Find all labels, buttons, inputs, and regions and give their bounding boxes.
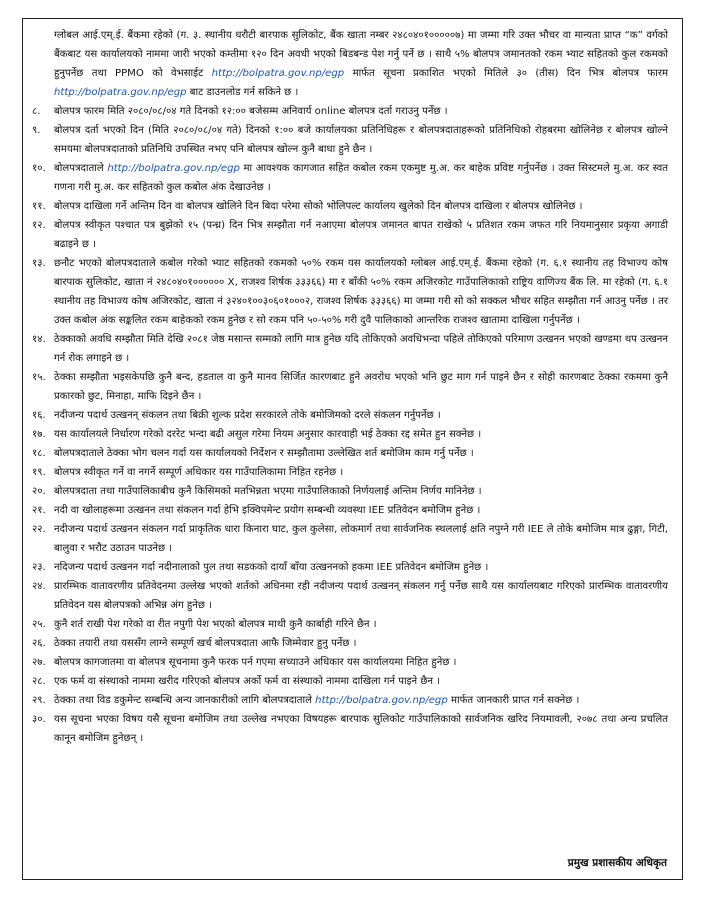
clause-item [32,406,668,425]
clause-item [32,197,668,216]
intro-text-2: मार्फत सूचना प्रकाशित भएको मितिले ३० (तीस) दिन भित्र बोलपत्र फारम [344,68,668,79]
clause-text: बोलपत्रदाता तथा गाउँपालिकाबीच कुनै किसिमको मतभिन्नता भएमा गाउँपालिकाको निर्णयलाई अन्तिम निर्णय मानिनेछ । [54,486,482,497]
clause-number: २८. [32,676,46,687]
clause-item [32,159,668,197]
clause-item [32,216,668,254]
clause-number: ९. [32,125,41,136]
clause-number: १८. [32,448,46,459]
clause-number: २१. [32,505,46,516]
clause-item [32,425,668,444]
clause-item [32,254,668,330]
clause-text: ठेक्का तयारी तथा यससँग लाग्ने सम्पूर्ण खर्च बोलपत्रदाता आफै जिम्मेवार हुनु पर्नेछ । [54,638,357,649]
clause-text: बोलपत्र कागजातमा वा बोलपत्र सूचनामा कुनै फरक पर्न गएमा सच्याउने अधिकार यस कार्यालयमा निहित हुनेछ । [54,657,457,668]
clause-text: बोलपत्र दर्ता भएको दिन (मिति २०८०/०८/०४ गते) दिनको १:०० बजे कार्यालयका प्रतिनिधिहरू र बोलपत्रदाताहरूको प्रतिनिधिको रोहबरमा खोलिनेछ र बोलपत्र खोल्ने समयमा बोलपत्रदाताको प्रतिनिधि उपस्थित नभए पनि बोलपत्र खोल्न कुनै बाधा हुने छैन । [54,125,668,155]
notice-body [32,26,668,748]
clause-item [32,634,668,653]
clause-text: कुनै शर्त राखी पेश गरेको वा रीत नपुगी पेश भएको बोलपत्र माथी कुनै कार्बाही गरिने छैन । [54,619,377,630]
clause-number: २०. [32,486,46,497]
clause-number: २९. [32,695,46,706]
egp-link-2[interactable]: http://bolpatra.gov.np/egp [54,87,187,98]
clause-text: बोलपत्र फारम मिति २०८०/०८/०४ गते दिनको १२:०० बजेसम्म अनिवार्य online बोलपत्र दर्ता गराउनु पर्नेछ । [54,106,448,117]
egp-link-1[interactable]: http://bolpatra.gov.np/egp [211,68,345,79]
clause-text: बोलपत्र स्वीकृत पश्चात पत्र बुझेको १५ (पन्ध्र) दिन भित्र सम्झौता गर्न नआएमा बोलपत्र जमानत बापत राखेको ५ प्रतिशत रकम जफत गरि नियमानुसार प्रकृया अगाडी बढाइने छ । [54,220,668,250]
clause-text: बोलपत्र दाखिला गर्ने अन्तिम दिन वा बोलपत्र खोलिने दिन बिदा परेमा सोको भोलिपल्ट कार्यालय खुलेको दिन बोलपत्र दाखिला र बोलपत्र खोलिनेछ । [54,201,583,212]
clause-item [32,368,668,406]
clause-text: नदीजन्य पदार्थ उत्खनन संकलन गर्दा प्राकृतिक धारा किनारा घाट, कुल कुलेसा, लोकमार्ग तथा सार्वजनिक स्थललाई क्षति नपुग्ने गरी IEE ले तोके बमोजिम मात्र ढुङ्गा, गिटी, बालुवा र भरौट उठाउन पाउनेछ । [54,524,668,554]
clause-number: १७. [32,429,46,440]
clause-text: नदीजन्य पदार्थ उत्खनन् संकलन तथा बिक्री शुल्क प्रदेश सरकारले तोके बमोजिमको दरले संकलन गर्नुपर्नेछ । [54,410,441,421]
clause-item [32,482,668,501]
clause-number: २४. [32,581,46,592]
clause-item [32,653,668,672]
clause-number: १०. [32,163,46,174]
clause-text-pre: बोलपत्रदाताले [54,163,108,174]
clause-text: नदी वा खोलाहरूमा उत्खनन तथा संकलन गर्दा हेभि इक्विपमेन्ट प्रयोग सम्बन्धी व्यवस्था IEE प्रतिवेदन बमोजिम हुनेछ । [54,505,481,516]
clause-number: ११. [32,201,46,212]
clause-number: १९. [32,467,46,478]
clause-number: १५. [32,372,46,383]
intro-paragraph [54,26,668,102]
clause-item [32,558,668,577]
clause-text: बोलपत्रदाताले ठेक्का भोग चलन गर्दा यस कार्यालयको निर्देशन र सम्झौतामा उल्लेखित शर्त बमोजिम काम गर्नु पर्नेछ । [54,448,474,459]
clause-item [32,710,668,748]
clause-item [32,501,668,520]
clause-number: २५. [32,619,46,630]
clause-text-post: मार्फत जानकारी प्राप्त गर्न सक्नेछ । [447,695,580,706]
clause-text: एक फर्म वा संस्थाको नाममा खरीद गरिएको बोलपत्र अर्को फर्म वा संस्थाको नाममा दाखिला गर्न पाइने छैन । [54,676,441,687]
clause-item [32,102,668,121]
clause-item [32,463,668,482]
clause-text: प्रारम्भिक वातावरणीय प्रतिवेदनमा उल्लेख भएको शर्तको अधिनमा रही नदीजन्य पदार्थ उत्खनन् संकलन गर्नु पर्नेछ साथै यस कार्यालयबाट गरिएको प्रारम्भिक वातावरणीय प्रतिवेदन यस बोलपत्रको अभिन्न अंग हुनेछ । [54,581,668,611]
clause-item [32,520,668,558]
egp-link[interactable]: http://bolpatra.gov.np/egp [315,695,448,706]
clause-text: ठेक्का सम्झौता भइसकेपछि कुनै बन्द, हडताल वा कुनै मानव सिर्जित कारणबाट हुने अवरोध भएको भनि छुट माग गर्न पाइने छैन र सोही कारणबाट ठेक्का रकममा कुनै प्रकारको छुट, मिनाहा, माफि दिइने छैन । [54,372,668,402]
clause-number: १३. [32,258,46,269]
clause-item [32,615,668,634]
clause-number: २२. [32,524,46,535]
clause-number: २६. [32,638,46,649]
egp-link[interactable]: http://bolpatra.gov.np/egp [107,163,240,174]
clause-text: बोलपत्र स्वीकृत गर्ने वा नगर्ने सम्पूर्ण अधिकार यस गाउँपालिकामा निहित रहनेछ । [54,467,344,478]
clause-number: २३. [32,562,46,573]
clause-item [32,121,668,159]
clause-item [32,691,668,710]
clause-number: १६. [32,410,46,421]
clause-text-pre: ठेक्का तथा विड डकुमेन्ट सम्बन्धि अन्य जानकारीको लागि बोलपत्रदाताले [54,695,316,706]
clause-number: ३०. [32,714,46,725]
clause-text [54,159,668,197]
signature-title: प्रमुख प्रशासकीय अधिकृत [567,857,667,869]
clause-text: ठेक्काको अवधि सम्झौता मिति देखि २०८१ जेष्ठ मसान्त सम्मको लागि मात्र हुनेछ यदि तोकिएको अवधिभन्दा पहिले तोकिएको परिमाण उत्खनन भएको खण्डमा थप उत्खनन गर्न रोक लगाइने छ । [54,334,668,364]
clause-number: १२. [32,220,46,231]
clause-number: २७. [32,657,46,668]
clause-text: यस कार्यालयले निर्धारण गरेको दररेट भन्दा बढी असुल गरेमा नियम अनुसार कारवाही भई ठेक्का रद्द समेत हुन सक्नेछ । [54,429,482,440]
clause-number: १४. [32,334,46,345]
clause-item [32,672,668,691]
clause-text: यस सूचना भएका विषय यसै सूचना बमोजिम तथा उल्लेख नभएका विषयहरू बारपाक सुलिकोट गाउँपालिकाको सार्वजनिक खरिद नियमावली, २०७८ तथा अन्य प्रचलित कानून बमोजिम हुनेछन् । [54,714,668,744]
clause-text: नदिजन्य पदार्थ उत्खनन गर्दा नदीनालाको पुल तथा सडकको दायाँ बाँया उत्खननको हकमा IEE प्रतिवेदन बमोजिम हुनेछ । [54,562,489,573]
clause-item [32,330,668,368]
clause-list [32,102,668,748]
clause-text-post: मा आवश्यक कागजात सहित कबोल रकम एकमुष्ट मु.अ. कर बाहेक प्रविष्ट गर्नुपर्नेछ । उक्त सिस्टमले मु.अ. कर स्वत गणना गरी मु.अ. कर सहितको कुल कबोल अंक देखाउनेछ । [54,163,668,193]
intro-text-3: बाट डाउनलोड गर्न सकिने छ । [186,87,299,98]
intro-text-1: ग्लोबल आई.एम्.ई. बैंकमा रहेको (ग. ३. स्थानीय धरौटी बारपाक सुलिकोट, बैंक खाता नम्बर २४८०४०१०००००७) मा जम्मा गरि उक्त भौचर वा मान्यता प्राप्त “क” वर्गको बैंकबाट यस कार्यालयको नाममा जारी भएको कम्तीमा १२० दिन अवधी भएको बिडबन्ड पेश गर्नु पर्ने छ । साथै ५% बोलपत्र जमानतको रकम भ्याट सहितको कुल रकमको हुनुपर्नेछ तथा PPMO को वेभसाईट [54,30,668,79]
clause-number: ८. [32,106,41,117]
clause-item [32,444,668,463]
clause-item [32,577,668,615]
clause-text [54,691,668,710]
clause-text: छनौट भएको बोलपत्रदाताले कबोल गरेको भ्याट सहितको रकमको ५०% रकम यस कार्यालयको ग्लोबल आई.एम्.ई. बैंकमा रहेको (ग. ६.१ स्थानीय तह विभाज्य कोष बारपाक सुलिकोट, खाता नं २४८०४०१०००००० X, राजश्व शिर्षक ३३३६६) मा र बाँकी ५०% रकम अजिरकोट गाउँपालिकाको राष्ट्रिय वाणिज्य बैंक लि. मा रहेको (ग. ६.१ स्थानीय तह विभाज्य कोष अजिरकोट, खाता नं ३२४०१००३०६०१०००२, राजश्व शिर्षक ३३३६६) मा जम्मा गरी सो को सक्कल भौचर सहित सम्झौता गर्न आउनु पर्नेछ । तर उक्त कबोल अंक सङ्कलित रकम बाहेकको रकम हुनेछ र सो रकम पनि ५०-५०% गरी दुवै पालिकाको आन्तरिक राजश्व खातामा दाखिला गर्नुपर्नेछ । [54,258,668,326]
